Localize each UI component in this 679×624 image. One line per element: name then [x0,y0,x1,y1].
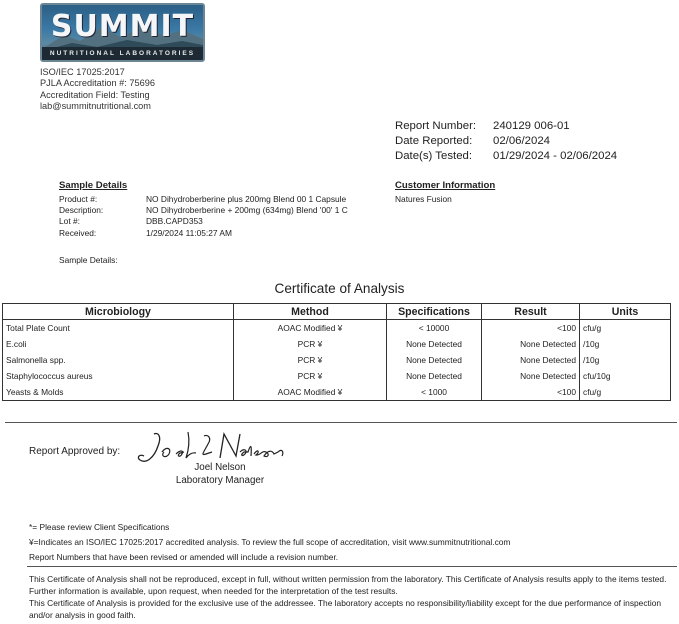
summit-logo [40,3,205,62]
date-reported: 02/06/2024 [493,135,551,147]
table-row [3,384,671,401]
report-number-label: Report Number: [395,120,477,132]
test-method: AOAC Modified ¥ [234,320,387,337]
results-table [2,303,671,401]
sample-field-label: Lot #: [59,216,80,227]
approver-block [140,462,300,487]
test-result: None Detected [482,352,580,368]
sample-field-label: Product #: [59,194,98,204]
legal-paragraph: This Certificate of Analysis shall not be reproduced, except in full, without written permission from the laboratory. This Certificate of Analysis results apply to the items tested. Further information is available, upon request, when needed for the interpretation of the test results. [29,574,667,596]
approver-title: Laboratory Manager [175,474,265,486]
date-tested-row [395,149,617,164]
test-units: /10g [580,352,671,368]
test-name: E.coli [3,336,234,352]
sample-field-value: 1/29/2024 11:05:27 AM [146,227,232,238]
col-header-method: Method [234,304,387,320]
date-tested-label: Date(s) Tested: [395,150,473,162]
test-specification: None Detected [387,368,482,384]
col-header-microbiology: Microbiology [3,304,234,320]
table-row [3,352,671,368]
test-method: PCR ¥ [234,368,387,384]
test-specification: < 1000 [387,384,482,401]
logo-tagline: NUTRITIONAL LABORATORIES [42,47,203,60]
test-units: cfu/10g [580,368,671,384]
lab-email: lab@summitnutritional.com [40,100,151,111]
test-units: cfu/g [580,384,671,401]
divider [5,422,677,423]
test-name: Staphylococcus aureus [3,368,234,384]
report-number: 240129 006-01 [493,120,570,132]
divider [27,566,677,567]
col-header-specifications: Specifications [387,304,482,320]
sample-details-label: Sample Details: [59,255,118,265]
note-line: *= Please review Client Specifications [29,522,170,532]
date-tested: 01/29/2024 - 02/06/2024 [493,150,618,162]
sample-field-row [59,205,348,216]
approved-by-label: Report Approved by: [29,446,121,457]
approver-name: Joel Nelson [194,462,246,473]
results-header-row [3,304,671,320]
table-row [3,336,671,352]
notes [29,520,510,566]
logo-wordmark: SUMMIT [50,9,195,44]
sample-field-value: NO Dihydroberberine + 200mg (634mg) Blend '00' 1 C [146,205,348,216]
test-specification: None Detected [387,336,482,352]
test-result: None Detected [482,368,580,384]
note-line: Report Numbers that have been revised or amended will include a revision number. [29,552,339,563]
table-row [3,368,671,384]
sample-field-row [59,194,348,205]
customer-name: Natures Fusion [395,194,452,204]
note-line: ¥=Indicates an ISO/IEC 17025:2017 accredited analysis. To review the full scope of accreditation, visit www.summitnutritional.com [29,537,511,548]
test-units: cfu/g [580,320,671,337]
test-specification: None Detected [387,352,482,368]
legal-paragraph: This Certificate of Analysis is provided for the exclusive use of the addressee. The laboratory accepts no responsibility/liability except for the due performance of inspection and/or analysis in good faith. [29,598,662,620]
sample-field-value: NO Dihydroberberine plus 200mg Blend 00 1 Capsule [146,194,347,204]
test-method: AOAC Modified ¥ [234,384,387,401]
sample-details-table [59,194,348,239]
customer-info-title: Customer Information [395,180,496,191]
test-name: Yeasts & Molds [3,384,234,401]
test-specification: < 10000 [387,320,482,337]
lab-info-line: ISO/IEC 17025:2017 [40,67,125,77]
test-name: Total Plate Count [3,320,234,337]
col-header-result: Result [482,304,580,320]
sample-field-label: Description: [59,205,104,216]
lab-info-line: PJLA Accreditation #: 75696 [40,78,155,89]
date-reported-label: Date Reported: [395,135,473,147]
test-name: Salmonella spp. [3,352,234,368]
sample-field-value: DBB.CAPD353 [146,216,203,227]
date-reported-row [395,134,617,149]
lab-info-line: Accreditation Field: Testing [40,89,150,100]
sample-field-label: Received: [59,227,97,238]
test-units: /10g [580,336,671,352]
sample-details-title: Sample Details [59,180,128,191]
table-row [3,320,671,337]
certificate-title: Certificate of Analysis [274,281,405,296]
col-header-units: Units [580,304,671,320]
report-number-row [395,119,617,134]
legal-disclaimer [29,573,669,621]
test-method: PCR ¥ [234,352,387,368]
test-method: PCR ¥ [234,336,387,352]
sample-field-row [59,216,348,227]
test-result: <100 [482,384,580,401]
sample-field-row [59,228,348,239]
lab-info [40,67,155,112]
test-result: None Detected [482,336,580,352]
report-meta [395,119,617,164]
test-result: <100 [482,320,580,337]
